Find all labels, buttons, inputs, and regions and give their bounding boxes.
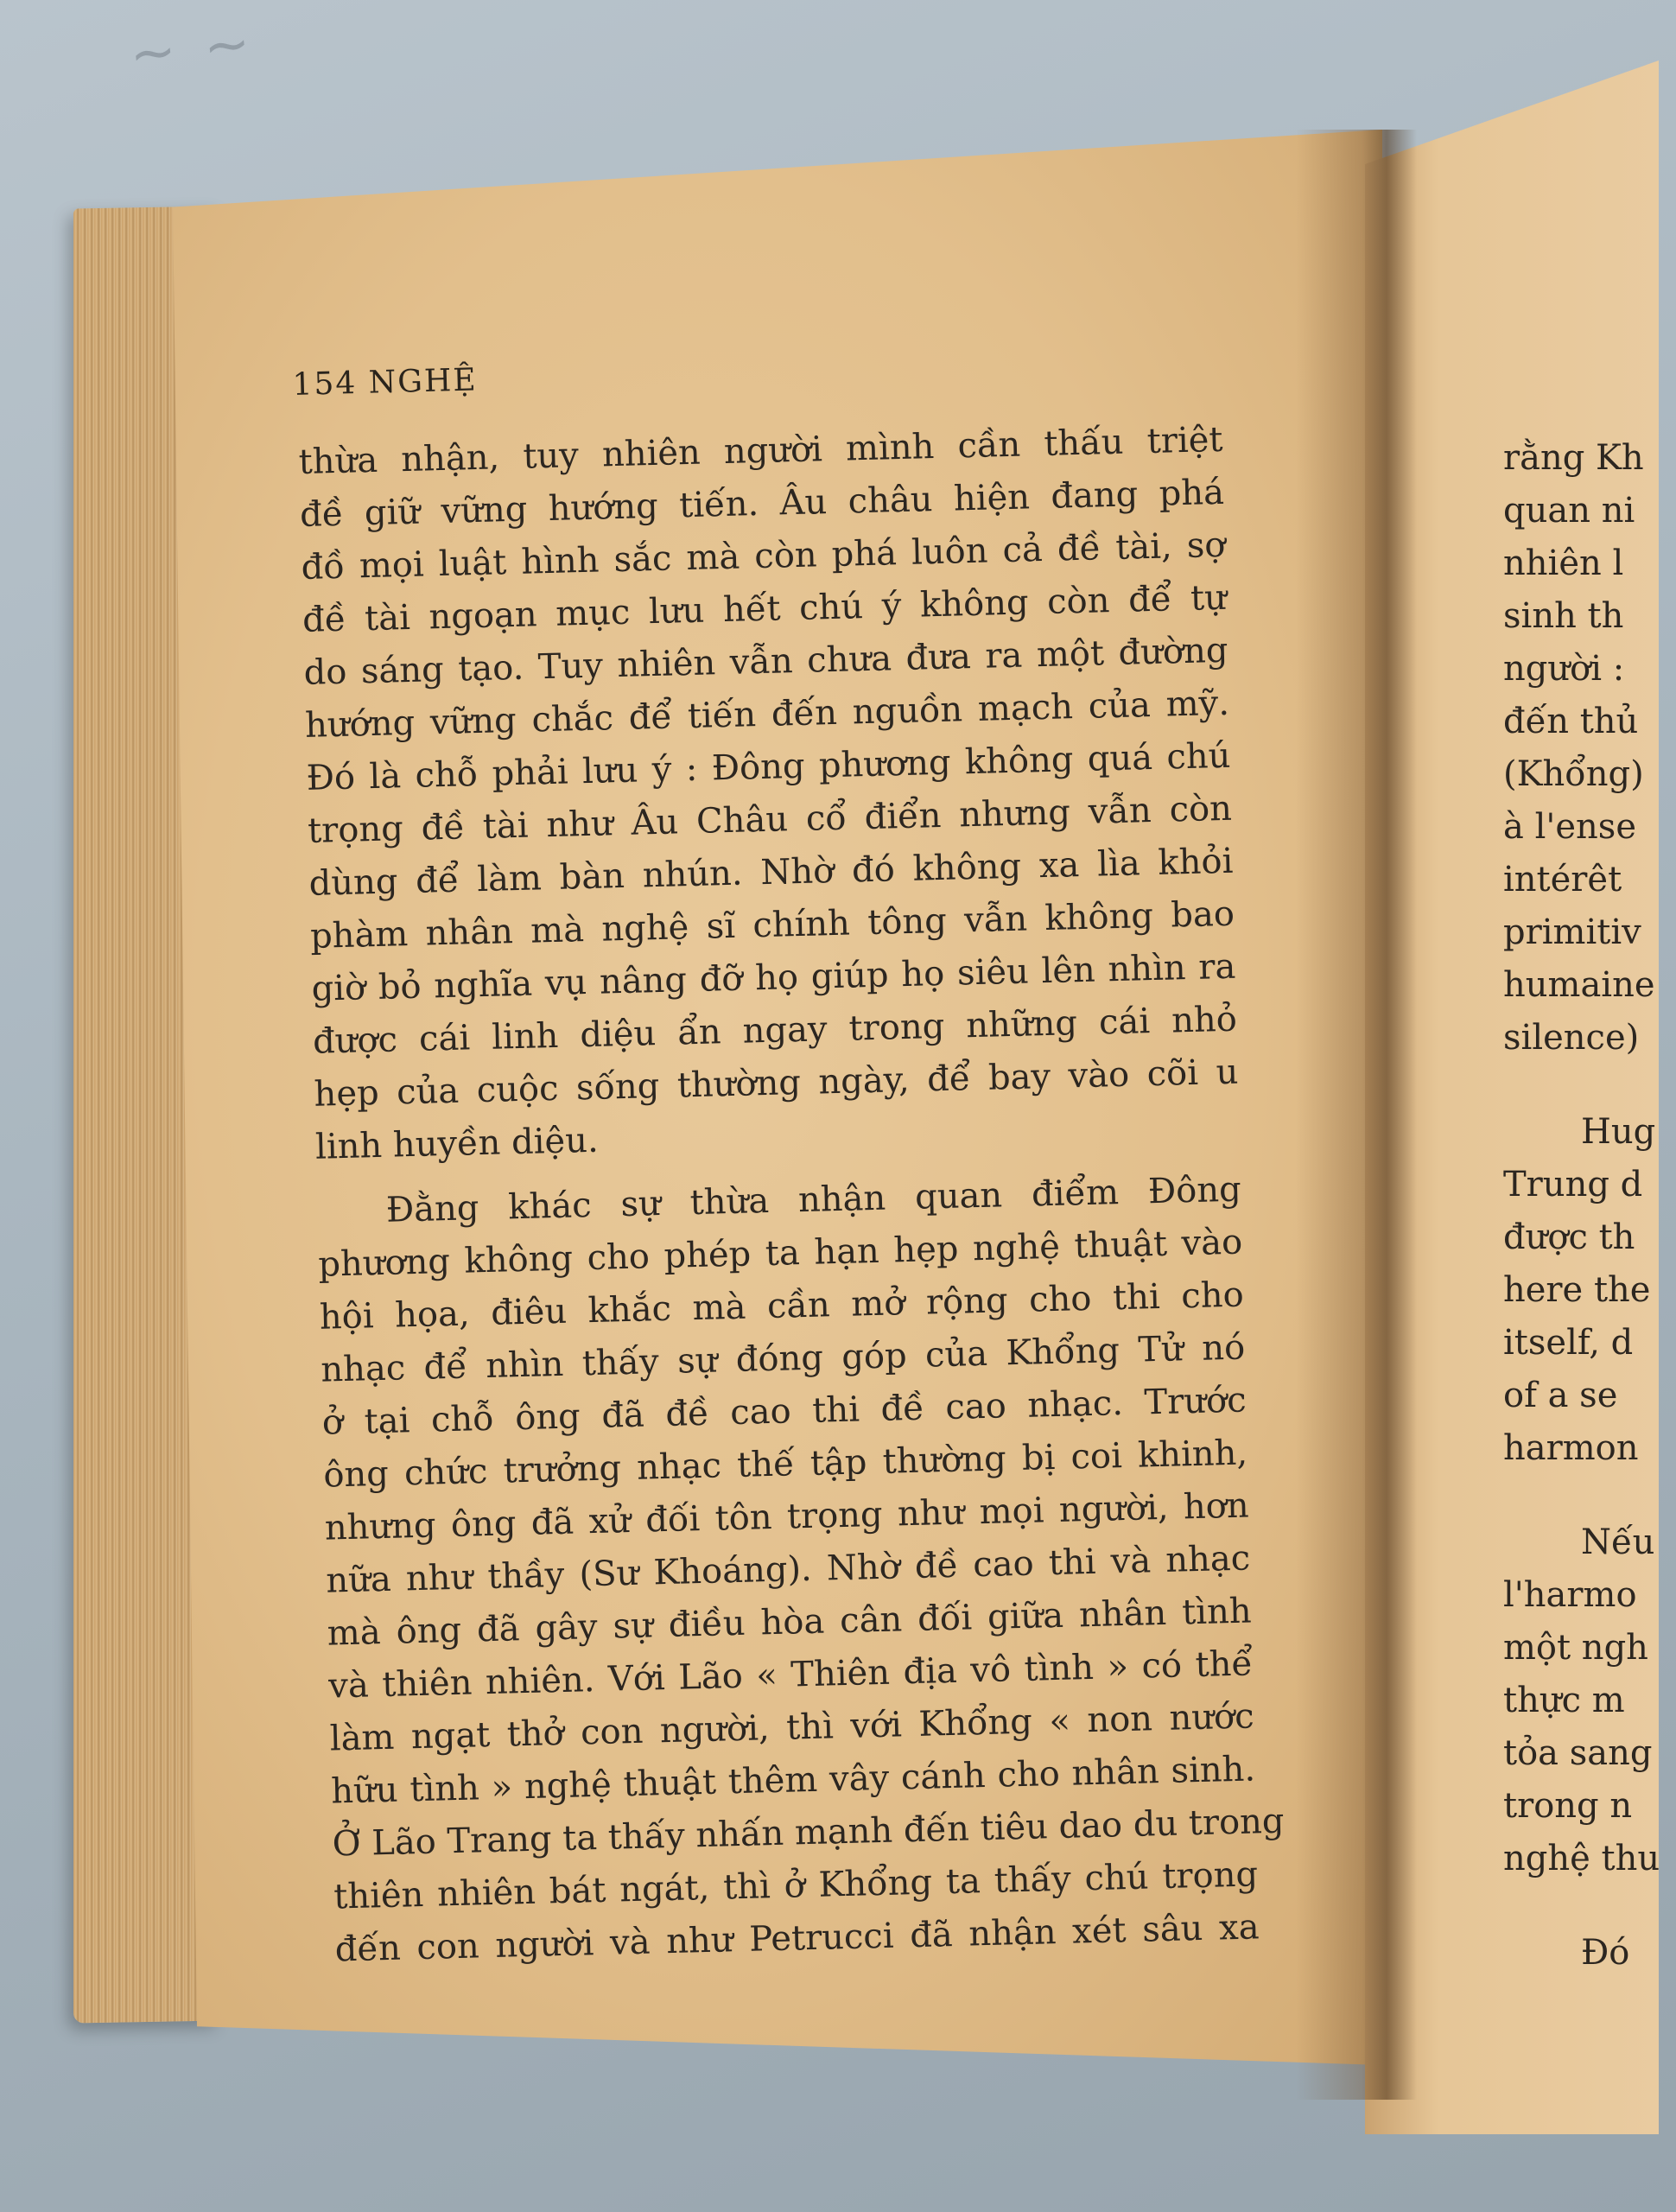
text-line: thiên nhiên bát ngát, thì ở Khổng ta thấy chú trọng xyxy=(333,1854,1259,1917)
text-line: ông chức trưởng nhạc thế tập thường bị coi khinh, xyxy=(322,1433,1248,1496)
text-line: đến thủ xyxy=(1503,702,1639,741)
text-line: à l'ense xyxy=(1503,807,1636,847)
text-line: trong n xyxy=(1503,1786,1633,1826)
right-page-body xyxy=(1503,432,1676,1980)
text-line: và thiên nhiên. Với Lão « Thiên địa vô tình » có thể xyxy=(327,1643,1254,1707)
text-line: do sáng tạo. Tuy nhiên vẫn chưa đưa ra một đường xyxy=(303,630,1228,693)
book-gutter-shadow xyxy=(1296,130,1417,2100)
text-line: phương không cho phép ta hạn hẹp nghệ thuật vào xyxy=(317,1222,1243,1285)
text-line: hẹp của cuộc sống thường ngày, để bay vào cõi u xyxy=(314,1052,1239,1115)
text-line: mà ông đã gây sự điều hòa cân đối giữa nhân tình xyxy=(327,1591,1253,1654)
text-line: nhạc để nhìn thấy sự đóng góp của Khổng Tử nó xyxy=(320,1327,1246,1390)
text-line: rằng Kh xyxy=(1503,438,1644,478)
paragraph-first-line: Đằng khác sự thừa nhận quan điểm Đông xyxy=(385,1169,1242,1230)
page-header: 154 NGHỆ xyxy=(292,362,479,403)
text-line: giờ bỏ nghĩa vụ nâng đỡ họ giúp họ siêu lên nhìn ra xyxy=(311,946,1236,1009)
text-line: nữa như thầy (Sư Khoáng). Nhờ đề cao thi và nhạc xyxy=(325,1538,1251,1601)
text-line: hướng vững chắc để tiến đến nguồn mạch của mỹ. xyxy=(304,683,1230,746)
text-line: đến con người và như Petrucci đã nhận xét sâu xa xyxy=(334,1907,1260,1970)
text-line: dùng để làm bàn nhún. Nhờ đó không xa lìa khỏi xyxy=(308,841,1234,904)
text-line: itself, d xyxy=(1503,1323,1634,1363)
text-line: nhưng ông đã xử đối tôn trọng như mọi người, hơn xyxy=(324,1485,1250,1548)
text-line: ở tại chỗ ông đã đề cao thi đề cao nhạc. Trước xyxy=(321,1380,1247,1443)
text-line: hữu tình » nghệ thuật thêm vây cánh cho nhân sinh. xyxy=(330,1749,1256,1812)
text-line: đồ mọi luật hình sắc mà còn phá luôn cả đề tài, sợ xyxy=(301,524,1226,588)
text-line: here the xyxy=(1503,1270,1651,1310)
right-page-body-clip xyxy=(1503,415,1660,1973)
text-line: harmon xyxy=(1503,1428,1639,1468)
text-line: làm ngạt thở con người, thì với Khổng « non nước xyxy=(329,1696,1255,1759)
text-line: primitiv xyxy=(1503,912,1641,952)
text-line: hội họa, điêu khắc mà cần mở rộng cho thi cho xyxy=(319,1274,1245,1338)
text-line: người : xyxy=(1503,649,1625,689)
text-line: sinh th xyxy=(1503,596,1624,636)
text-line: nghệ thu xyxy=(1503,1839,1660,1878)
text-line: thực m xyxy=(1503,1681,1625,1720)
paragraph-first-line: Hug xyxy=(1581,1112,1656,1152)
text-line: đề tài ngoạn mục lưu hết chú ý không còn để tự xyxy=(302,577,1228,640)
text-line: đề giữ vững hướng tiến. Âu châu hiện đang phá xyxy=(299,472,1225,535)
text-line: được cái linh diệu ẩn ngay trong những cái nhỏ xyxy=(312,999,1238,1062)
text-line: Ở Lão Trang ta thấy nhấn mạnh đến tiêu dao du trong xyxy=(332,1801,1286,1865)
left-page-body xyxy=(298,414,1286,1977)
text-line: trọng đề tài như Âu Châu cổ điển nhưng vẫn còn xyxy=(307,788,1233,851)
text-line: một ngh xyxy=(1503,1628,1648,1668)
paragraph-first-line: Nếu xyxy=(1581,1522,1655,1562)
text-line: (Khổng) xyxy=(1503,754,1644,794)
text-line: được th xyxy=(1503,1217,1635,1257)
text-line: linh huyền diệu. xyxy=(314,1120,600,1167)
text-line: silence) xyxy=(1503,1018,1640,1058)
text-line: thừa nhận, tuy nhiên người mình cần thấu triệt xyxy=(298,419,1223,482)
text-line: Đó là chỗ phải lưu ý : Đông phương không quá chú xyxy=(306,735,1231,798)
text-line: l'harmo xyxy=(1503,1575,1637,1615)
text-line: intérêt xyxy=(1503,860,1622,899)
text-line: humaine xyxy=(1503,965,1655,1005)
text-line: Trung d xyxy=(1503,1165,1643,1205)
text-line: nhiên l xyxy=(1503,543,1624,583)
text-line: phàm nhân mà nghệ sĩ chính tông vẫn không bao xyxy=(309,893,1235,957)
text-line: of a se xyxy=(1503,1376,1618,1415)
text-line: quan ni xyxy=(1503,491,1635,531)
pencil-marking: ~ ~ xyxy=(126,10,259,88)
text-line: tỏa sang xyxy=(1503,1733,1653,1773)
paragraph-first-line: Đó xyxy=(1581,1933,1630,1973)
